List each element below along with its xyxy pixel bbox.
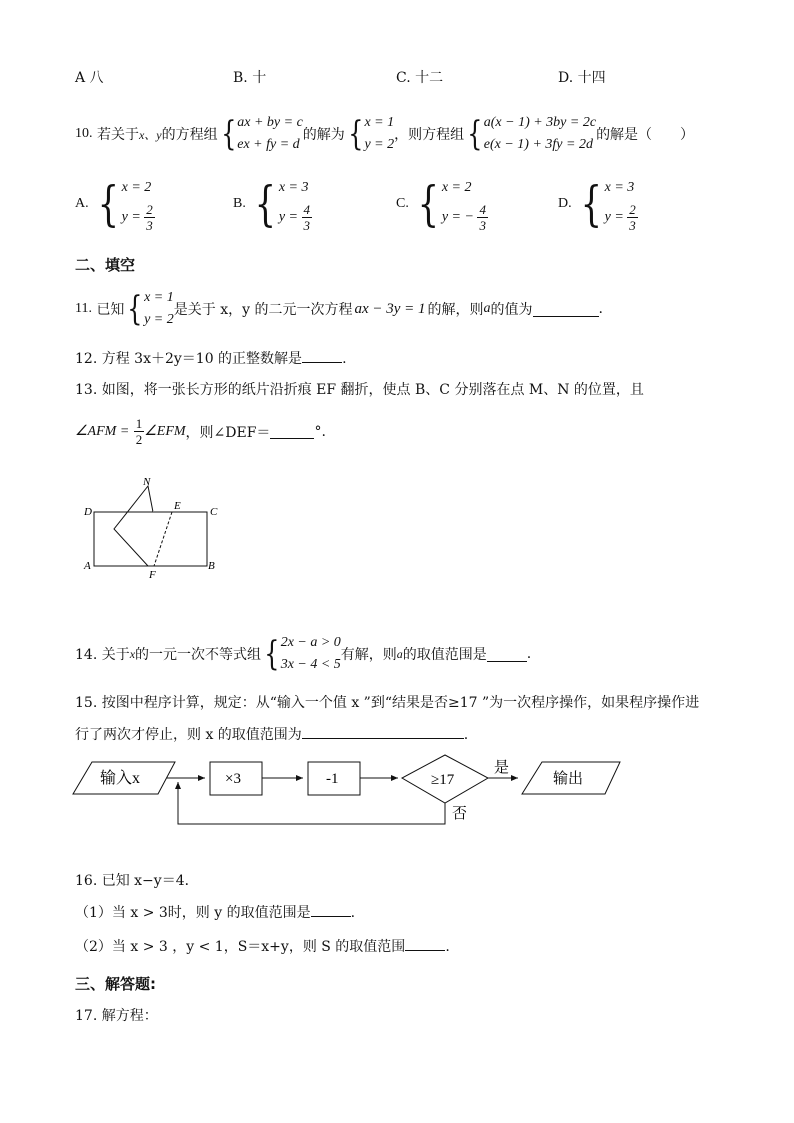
q10-option-d-label: D. <box>558 195 572 211</box>
q14-end: . <box>526 646 532 662</box>
question-11 <box>75 287 603 331</box>
label-n: N <box>143 476 151 488</box>
q14-system: { 2x − a > 0 3x − 4 < 5 <box>264 634 341 674</box>
q10-option-d-den: 3 <box>629 218 636 233</box>
q12-answer-blank[interactable] <box>302 348 342 363</box>
q10-option-c-lhs: y = − <box>441 209 474 225</box>
q11-var: a <box>483 301 491 316</box>
q13-line-2 <box>75 416 326 447</box>
q11-answer-blank[interactable] <box>533 302 599 317</box>
label-e: E <box>174 500 181 512</box>
q14-text-3: 有解，则 <box>340 647 397 663</box>
q11-number: 11. <box>75 301 92 316</box>
q10-system-2: { x = 1 y = 2 <box>348 114 395 154</box>
q10-sys3-row2: e(x − 1) + 3fy = 2d <box>483 137 593 152</box>
condition-label: ≥17 <box>431 772 455 788</box>
question-10 <box>75 112 694 156</box>
q14-sys-row1: 2x − a > 0 <box>280 635 341 650</box>
fold-line-ef <box>154 512 172 566</box>
q10-system-3: { a(x − 1) + 3by = 2c e(x − 1) + 3fy = 2d <box>467 114 597 154</box>
q16-part1-text: （1）当 x > 3时，则 y 的取值范围是 <box>75 905 311 921</box>
question-12 <box>75 348 347 368</box>
q11-text-2: 是关于 x，y 的二元一次方程 <box>173 302 353 318</box>
q14-text-1: 14. 关于 <box>75 647 130 663</box>
q14-var-x: x <box>129 646 136 661</box>
q10-option-d-lhs: y = <box>604 209 624 225</box>
q14-sys-row2: 3x − 4 < 5 <box>280 657 341 672</box>
q13-angle-efm: ∠EFM <box>144 424 186 439</box>
q9-option-d: D. 十四 <box>558 70 606 86</box>
q9-option-b: B. 十 <box>233 70 267 86</box>
label-c: C <box>210 506 218 518</box>
q10-number: 10. <box>75 126 93 141</box>
q10-option-b-top: x = 3 <box>278 180 309 195</box>
q15-end: . <box>463 727 469 743</box>
question-17: 17. 解方程： <box>75 1008 158 1024</box>
q10-option-d-top: x = 3 <box>604 180 635 195</box>
q10-option-c-num: 4 <box>479 202 486 217</box>
q13-line-1: 13. 如图，将一张长方形的纸片沿折痕 EF 翻折，使点 B、C 分别落在点 M、N 的位置，且 <box>75 382 644 398</box>
section-3-heading: 三、解答题: <box>75 975 156 993</box>
q10-sys1-row1: ax + by = c <box>237 115 303 130</box>
section-2-heading: 二、填空 <box>75 256 136 274</box>
q10-sys2-row2: y = 2 <box>364 137 395 152</box>
no-label: 否 <box>452 806 468 822</box>
q15-line-1: 15. 按图中程序计算，规定：从“输入一个值 x ”到“结果是否≥17 ”为一次程序操作，如果程序操作进 <box>75 695 700 711</box>
q16-part2-blank[interactable] <box>405 936 445 951</box>
q13-angle-afm: ∠AFM = <box>75 424 130 439</box>
q16-part1-end: . <box>350 905 356 921</box>
q10-text-1: 若关于 <box>96 127 139 143</box>
label-b: B <box>208 560 215 572</box>
q11-system: { x = 1 y = 2 <box>127 289 174 329</box>
q10-option-b-lhs: y = <box>278 209 299 225</box>
q13-end: °. <box>314 423 326 440</box>
q10-option-c-label: C. <box>396 195 409 211</box>
q11-end: . <box>598 301 603 317</box>
q14-var-a: a <box>396 646 403 661</box>
q13-text: ，则∠DEF＝ <box>185 424 271 441</box>
q9-option-a: A 八 <box>75 70 104 86</box>
q10-option-a-lhs: y = <box>121 209 141 225</box>
q10-option-b-num: 4 <box>303 202 311 217</box>
q10-option-c-den: 3 <box>479 218 486 233</box>
q10-option-a-num: 2 <box>146 202 153 217</box>
q10-option-b-label: B. <box>233 195 246 211</box>
q13-fold-figure <box>80 472 230 582</box>
label-a: A <box>84 560 91 572</box>
q10-vars: x、y <box>138 127 162 142</box>
input-label: 输入x <box>100 770 141 787</box>
label-d: D <box>84 506 92 518</box>
q10-sys1-row2: ex + fy = d <box>237 137 300 152</box>
label-f: F <box>149 569 156 581</box>
q10-text-3: 的解为 <box>302 127 345 143</box>
q11-sys-row2: y = 2 <box>144 312 174 327</box>
q11-text-3: 的解，则 <box>427 302 484 318</box>
rectangle-outline <box>94 512 207 566</box>
loop-back-arrow <box>178 782 445 824</box>
q10-option-d-num: 2 <box>629 202 636 217</box>
q14-text-2: 的一元一次不等式组 <box>135 647 262 663</box>
yes-label: 是 <box>494 760 510 776</box>
q14-text-4: 的取值范围是 <box>402 647 487 663</box>
output-label: 输出 <box>553 771 584 787</box>
q15-answer-blank[interactable] <box>302 724 464 739</box>
q11-text-4: 的值为 <box>490 302 533 318</box>
q10-option-a-label: A. <box>75 195 89 211</box>
q15-line-2 <box>75 724 468 744</box>
q11-sys-row1: x = 1 <box>144 290 174 305</box>
q16-line-1: 16. 已知 x−y＝4． <box>75 873 199 889</box>
q13-frac-num: 1 <box>135 416 143 431</box>
q10-text-5: 的解是（ ） <box>596 127 695 143</box>
q15-text: 行了两次才停止，则 x 的取值范围为 <box>75 727 302 743</box>
q16-line-3 <box>75 936 450 956</box>
q16-part1-blank[interactable] <box>311 902 351 917</box>
q10-text-4: ，则方程组 <box>394 127 465 143</box>
q10-sys2-row1: x = 1 <box>364 115 395 130</box>
q10-option-b-den: 3 <box>303 218 311 233</box>
q10-option-a-top: x = 2 <box>121 180 152 195</box>
q10-system-1: { ax + by = c ex + fy = d <box>220 114 303 154</box>
q10-option-a-den: 3 <box>146 218 153 233</box>
q10-option-c: C. { x = 2 y = − $\frac{4}{3}$ <box>396 175 486 233</box>
program-flowchart <box>70 752 630 830</box>
q13-answer-blank[interactable] <box>270 424 314 439</box>
q13-frac-den: 2 <box>135 432 143 447</box>
folded-edge <box>114 486 153 566</box>
q12-text: 12. 方程 3x＋2y＝10 的正整数解是 <box>75 351 303 367</box>
q10-sys3-row1: a(x − 1) + 3by = 2c <box>483 115 597 130</box>
q16-part2-end: . <box>445 939 450 955</box>
q14-answer-blank[interactable] <box>487 647 527 662</box>
q16-part2-text: （2）当 x > 3 ，y < 1，S＝x+y，则 S 的取值范围 <box>75 939 406 955</box>
subtract-label: -1 <box>326 771 339 787</box>
q10-option-b: B. { x = 3 y = $\frac{4}{3}$ <box>233 175 311 233</box>
q10-option-a: A. { x = 2 y = $\frac{2}{3}$ <box>75 175 153 233</box>
multiply-label: ×3 <box>225 771 241 787</box>
q9-option-c: C. 十二 <box>396 70 444 86</box>
question-14 <box>75 632 531 676</box>
q11-text-1: 已知 <box>96 302 125 318</box>
q16-line-2 <box>75 902 355 922</box>
q12-end: . <box>342 351 347 367</box>
q10-option-c-top: x = 2 <box>441 180 472 195</box>
q11-equation: ax − 3y = 1 <box>354 300 426 317</box>
q10-text-2: 的方程组 <box>161 127 218 143</box>
q10-option-d: D. { x = 3 y = $\frac{2}{3}$ <box>558 175 636 233</box>
